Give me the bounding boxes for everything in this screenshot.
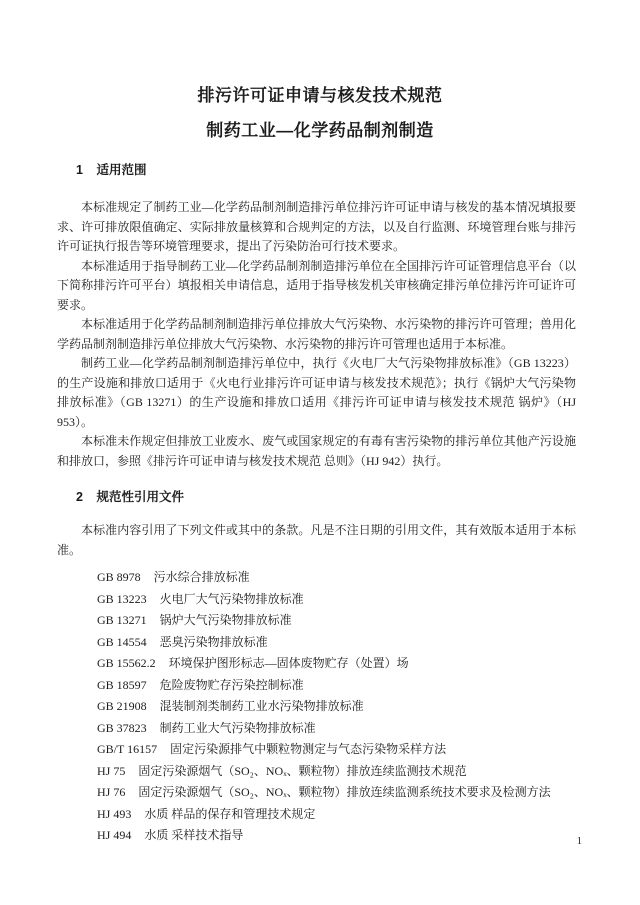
reference-code: GB 13223 [97,591,147,606]
reference-item [97,653,576,675]
document-subtitle: 制药工业—化学药品制剂制造 [206,121,434,140]
paragraph-scope-5: 本标准未作规定但排放工业废水、废气或国家规定的有毒有害污染物的排污单位其他产污设施和排放口，参照《排污许可证申请与核发技术规范 总则》（HJ 942）执行。 [57,434,576,468]
section-2-heading [76,488,576,507]
reference-item [97,675,576,697]
reference-item [97,761,576,783]
section-2-title: 规范性引用文件 [96,490,184,504]
reference-item [97,825,576,847]
reference-title: 危险废物贮存污染控制标准 [159,677,304,692]
reference-title: 水质 采样技术指导 [144,828,244,842]
reference-list [97,567,576,847]
reference-code: GB 21908 [97,699,147,713]
reference-title: 环境保护图形标志—固体废物贮存（处置）场 [168,656,409,670]
reference-code: GB 14554 [97,634,147,649]
references-intro: 本标准内容引用了下列文件或其中的条款。凡是不注日期的引用文件，其有效版本适用于本标准。 [57,523,576,557]
paragraph-scope-4: 制药工业—化学药品制剂制造排污单位中，执行《火电厂大气污染物排放标准》（GB 13223）的生产设施和排放口适用于《火电行业排污许可证申请与核发技术规范》；执行《锅炉大气污染物排放标准》（GB 13271）的生产设施和排放口适用《排污许可证申请与核发技术规范 锅炉》（HJ 953）。 [57,356,576,429]
reference-code: GB 37823 [97,720,147,735]
reference-title: 制药工业大气污染物排放标准 [159,720,316,735]
reference-title: 锅炉大气污染物排放标准 [159,613,292,627]
reference-item [97,696,576,718]
reference-code: GB 18597 [97,677,147,692]
section-1-number: 1 [76,163,83,177]
reference-code: HJ 75 [97,763,126,778]
page-number: 1 [576,836,582,847]
reference-item [97,589,576,611]
reference-title: 固定污染源烟气（SO₂、NOₓ、颗粒物）排放连续监测技术规范 [138,763,467,778]
paragraph-scope-2: 本标准适用于指导制药工业—化学药品制剂制造排污单位在全国排污许可证管理信息平台（以下简称排污许可平台）填报相关申请信息，适用于指导核发机关审核确定排污单位排污许可证许可要求。 [57,258,576,312]
document-title: 排污许可证申请与核发技术规范 [197,86,443,105]
reference-item [97,610,576,632]
reference-item [97,632,576,654]
reference-item [97,567,576,589]
reference-item [97,782,576,804]
reference-code: HJ 494 [97,828,132,842]
paragraph-scope-3: 本标准适用于化学药品制剂制造排污单位排放大气污染物、水污染物的排污许可管理；兽用化学药品制剂制造排污单位排放大气污染物、水污染物的排污许可管理也适用于本标准。 [57,317,576,351]
reference-code: HJ 493 [97,806,132,821]
reference-item [97,739,576,761]
reference-code: GB 13271 [97,613,147,627]
reference-title: 水质 样品的保存和管理技术规定 [144,806,316,821]
reference-title: 火电厂大气污染物排放标准 [159,591,304,606]
reference-title: 恶臭污染物排放标准 [159,634,268,649]
reference-title: 固定污染源烟气（SO₂、NOₓ、颗粒物）排放连续监测系统技术要求及检测方法 [138,785,551,799]
section-2-number: 2 [76,490,83,504]
document-body [0,161,640,847]
document-header [0,0,640,141]
reference-title: 混装制剂类制药工业水污染物排放标准 [159,699,364,713]
section-1-paragraphs [57,198,576,471]
section-1-title: 适用范围 [96,163,147,177]
section-1-heading [76,161,576,180]
reference-item [97,718,576,740]
reference-code: GB 15562.2 [97,656,156,670]
reference-title: 污水综合排放标准 [153,570,250,584]
reference-title: 固定污染源排气中颗粒物测定与气态污染物采样方法 [170,742,447,756]
reference-code: GB/T 16157 [97,742,158,756]
reference-code: GB 8978 [97,570,141,584]
paragraph-scope-1: 本标准规定了制药工业—化学药品制剂制造排污单位排污许可证申请与核发的基本情况填报要求、许可排放限值确定、实际排放量核算和合规判定的方法，以及自行监测、环境管理台账与排污许可证执行报告等环境管理要求，提出了污染防治可行技术要求。 [57,200,576,253]
reference-item [97,804,576,826]
reference-code: HJ 76 [97,785,126,799]
